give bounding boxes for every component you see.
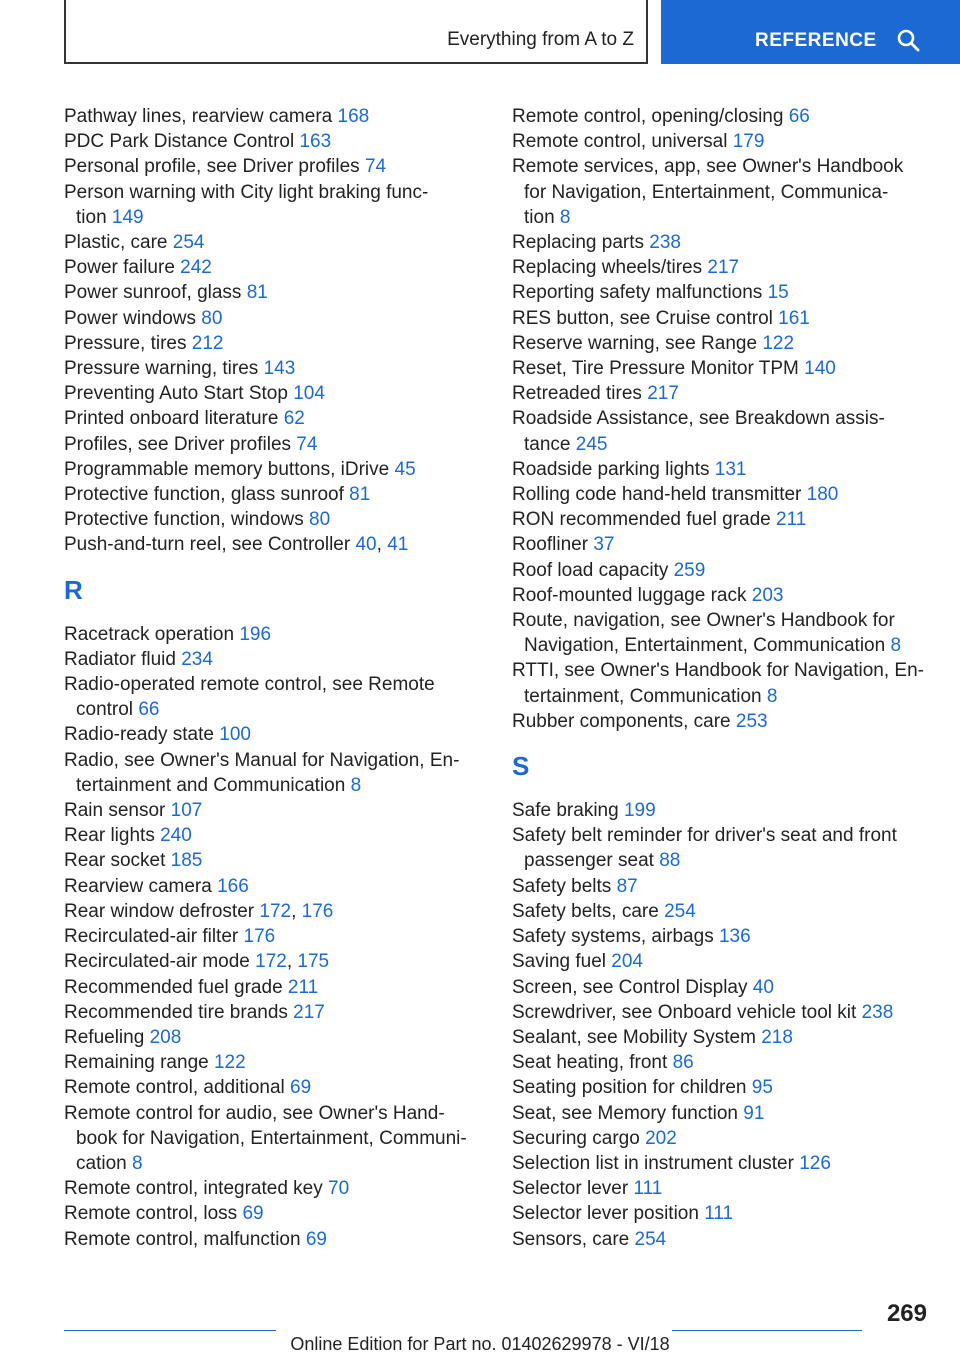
page-ref-link[interactable]: 204 xyxy=(611,951,643,973)
page-ref-link[interactable]: 212 xyxy=(191,332,224,354)
index-entry xyxy=(512,381,942,406)
index-term: Remote control, universal xyxy=(512,131,733,153)
index-term: Profiles, see Driver profiles xyxy=(64,433,297,455)
page-number: 269 xyxy=(886,1300,927,1327)
index-entry xyxy=(512,823,942,873)
index-entry xyxy=(64,924,504,949)
page-ref-link[interactable]: 8 xyxy=(350,774,362,796)
index-entry xyxy=(512,1227,942,1252)
index-entry xyxy=(64,622,504,647)
section-title: Everything from A to Z xyxy=(447,29,634,50)
index-entry xyxy=(512,899,942,924)
page-ref-link[interactable]: 136 xyxy=(718,926,751,948)
index-entry xyxy=(512,975,942,1000)
page-ref-link[interactable]: 8 xyxy=(559,206,571,228)
index-term: Protective function, windows xyxy=(64,509,310,531)
index-entry xyxy=(64,331,504,356)
index-term: Rear window defroster xyxy=(64,900,260,922)
index-term: Pathway lines, rearview camera xyxy=(64,106,338,127)
index-entry xyxy=(512,798,942,823)
index-term: Safe braking xyxy=(512,800,624,822)
page-ref-link[interactable]: 217 xyxy=(707,257,740,279)
page-ref-link[interactable]: 259 xyxy=(673,559,706,581)
index-term: Safety belts, care xyxy=(512,900,665,922)
page-ref-link[interactable]: 100 xyxy=(219,724,251,746)
page-ref-link[interactable]: 175 xyxy=(297,951,330,973)
page-ref-link[interactable]: 74 xyxy=(296,433,318,455)
index-term: Radio-ready state xyxy=(64,724,220,746)
page-ref-link[interactable]: 168 xyxy=(337,106,370,127)
index-entry xyxy=(512,1050,942,1075)
chapter-label: REFERENCE xyxy=(755,30,877,51)
page-ref-link[interactable]: 202 xyxy=(645,1127,677,1149)
page-ref-link[interactable]: 8 xyxy=(766,685,778,707)
index-term: Seat, see Memory function xyxy=(512,1102,744,1124)
index-term: Refueling xyxy=(64,1026,150,1048)
index-entry xyxy=(64,1201,504,1226)
index-term: Recirculated-air filter xyxy=(64,926,244,948)
index-entry xyxy=(64,1050,504,1075)
page-ref-link[interactable]: 62 xyxy=(283,408,305,430)
ref-separator: , xyxy=(291,900,302,922)
index-term: Retreaded tires xyxy=(512,383,648,405)
index-entry xyxy=(512,1126,942,1151)
page-ref-link[interactable]: 140 xyxy=(804,358,836,380)
page-ref-link[interactable]: 245 xyxy=(575,433,608,455)
index-term: Securing cargo xyxy=(512,1127,646,1149)
index-term: Pressure warning, tires xyxy=(64,358,264,380)
page-ref-link[interactable]: 253 xyxy=(735,710,768,732)
index-term: Remote control, additional xyxy=(64,1077,291,1099)
index-term: Remote services, app, see Owner's Handbook for Navigation, Entertainment, Communica- tion xyxy=(512,156,904,228)
page-ref-link[interactable]: 91 xyxy=(743,1102,765,1124)
page-ref-link[interactable]: 122 xyxy=(762,332,795,354)
index-term: Sensors, care xyxy=(512,1228,635,1250)
index-entry xyxy=(512,406,942,456)
page-ref-link[interactable]: 86 xyxy=(672,1052,694,1074)
page-ref-link[interactable]: 41 xyxy=(387,534,409,556)
page-ref-link[interactable]: 66 xyxy=(788,106,810,127)
index-entry xyxy=(64,381,504,406)
index-term: Sealant, see Mobility System xyxy=(512,1026,762,1048)
index-entry xyxy=(64,1075,504,1100)
page-ref-link[interactable]: 70 xyxy=(328,1178,350,1200)
index-entry xyxy=(64,432,504,457)
index-term: RON recommended fuel grade xyxy=(512,509,777,531)
page-ref-link[interactable]: 254 xyxy=(664,900,696,922)
index-term: Replacing parts xyxy=(512,232,650,254)
index-entry xyxy=(512,709,942,734)
index-term: Recommended fuel grade xyxy=(64,976,288,998)
page-ref-link[interactable]: 254 xyxy=(634,1228,667,1250)
index-entry xyxy=(64,975,504,1000)
page-ref-link[interactable]: 80 xyxy=(309,509,331,531)
page-ref-link[interactable]: 185 xyxy=(170,850,203,872)
page-ref-link[interactable]: 199 xyxy=(623,800,656,822)
index-entry xyxy=(64,532,504,557)
page-ref-link[interactable]: 8 xyxy=(131,1152,143,1174)
page-ref-link[interactable]: 45 xyxy=(394,458,416,480)
index-entry xyxy=(64,1227,504,1252)
index-entry xyxy=(64,1101,504,1177)
index-term: Rear lights xyxy=(64,825,161,847)
index-term: Remote control, opening/closing xyxy=(512,106,789,127)
index-entry xyxy=(64,949,504,974)
index-entry xyxy=(512,874,942,899)
index-entry xyxy=(512,924,942,949)
page-ref-link[interactable]: 217 xyxy=(293,1001,325,1023)
page-ref-link[interactable]: 238 xyxy=(649,232,681,254)
page-ref-link[interactable]: 176 xyxy=(243,926,276,948)
page-ref-link[interactable]: 240 xyxy=(160,825,192,847)
index-term: Seat heating, front xyxy=(512,1052,673,1074)
index-term: Selection list in instrument cluster xyxy=(512,1152,800,1174)
index-entry xyxy=(512,583,942,608)
page-ref-link[interactable]: 211 xyxy=(776,509,807,531)
index-term: Saving fuel xyxy=(512,951,612,973)
index-entry xyxy=(512,280,942,305)
index-term: Safety systems, airbags xyxy=(512,926,719,948)
index-term: Reserve warning, see Range xyxy=(512,332,763,354)
index-term: Printed onboard literature xyxy=(64,408,284,430)
index-entry xyxy=(64,1000,504,1025)
page-ref-link[interactable]: 15 xyxy=(767,282,789,304)
index-term: Roofliner xyxy=(512,534,594,556)
index-term: Personal profile, see Driver profiles xyxy=(64,156,365,178)
page-ref-link[interactable]: 238 xyxy=(861,1001,894,1023)
index-entry xyxy=(512,1025,942,1050)
index-entry xyxy=(64,748,504,798)
page-ref-link[interactable]: 74 xyxy=(364,156,387,178)
index-term: Roadside parking lights xyxy=(512,458,715,480)
ref-separator: , xyxy=(376,534,388,556)
page-ref-link[interactable]: 203 xyxy=(751,584,784,606)
page-ref-link[interactable]: 176 xyxy=(301,900,334,922)
index-term: Rain sensor xyxy=(64,800,171,822)
page-ref-link[interactable]: 107 xyxy=(170,800,203,822)
index-entry xyxy=(64,823,504,848)
index-entry xyxy=(512,154,942,230)
index-entry xyxy=(64,672,504,722)
page-ref-link[interactable]: 143 xyxy=(263,358,296,380)
index-entry xyxy=(64,180,504,230)
index-term: Racetrack operation xyxy=(64,623,240,645)
index-term: Screwdriver, see Onboard vehicle tool kit xyxy=(512,1001,862,1023)
index-term: Rolling code hand-held transmitter xyxy=(512,484,807,506)
page-ref-link[interactable]: 163 xyxy=(299,131,332,153)
index-term: Recirculated-air mode xyxy=(64,951,256,973)
index-entry xyxy=(64,848,504,873)
index-entry xyxy=(64,104,504,129)
index-term: Preventing Auto Start Stop xyxy=(64,383,294,405)
index-entry xyxy=(64,899,504,924)
page-ref-link[interactable]: 80 xyxy=(201,307,223,329)
index-term: Selector lever xyxy=(512,1178,634,1200)
page-ref-link[interactable]: 66 xyxy=(138,699,160,721)
index-term: Push-and-turn reel, see Controller xyxy=(64,534,356,556)
header-chapter-tab[interactable] xyxy=(661,0,960,64)
index-term: PDC Park Distance Control xyxy=(64,131,300,153)
index-entry xyxy=(512,457,942,482)
index-term: Roof load capacity xyxy=(512,559,674,581)
index-entry xyxy=(64,129,504,154)
page-ref-link[interactable]: 217 xyxy=(647,383,679,405)
index-term: Safety belt reminder for driver's seat and front passenger seat xyxy=(512,825,897,872)
index-entry xyxy=(512,558,942,583)
index-entry xyxy=(64,457,504,482)
index-term: Screen, see Control Display xyxy=(512,976,753,998)
index-term: Programmable memory buttons, iDrive xyxy=(64,458,395,480)
index-entry xyxy=(64,647,504,672)
index-term: Power sunroof, glass xyxy=(64,282,247,304)
index-entry xyxy=(512,1151,942,1176)
index-term: Plastic, care xyxy=(64,232,173,254)
index-entry xyxy=(512,104,942,129)
page-ref-link[interactable]: 234 xyxy=(181,648,213,670)
index-term: Radio, see Owner's Manual for Navigation, En- tertainment and Communication xyxy=(64,749,460,796)
index-term: RTTI, see Owner's Handbook for Navigation, En- tertainment, Communication xyxy=(512,660,924,707)
page-ref-link[interactable]: 104 xyxy=(293,383,325,405)
index-entry xyxy=(512,331,942,356)
page-ref-link[interactable]: 149 xyxy=(111,206,144,228)
page-ref-link[interactable]: 254 xyxy=(172,232,205,254)
page-ref-link[interactable]: 8 xyxy=(890,635,902,657)
index-term: Route, navigation, see Owner's Handbook for Navigation, Entertainment, Communication xyxy=(512,610,895,657)
index-entry xyxy=(512,1176,942,1201)
index-term: Pressure, tires xyxy=(64,332,192,354)
index-entry xyxy=(64,230,504,255)
index-term: Remote control, loss xyxy=(64,1203,243,1225)
index-term: Power windows xyxy=(64,307,202,329)
index-entry xyxy=(64,507,504,532)
section-letter: R xyxy=(64,574,83,605)
index-term: Recommended tire brands xyxy=(64,1001,294,1023)
index-term: Radio-operated remote control, see Remote control xyxy=(64,674,435,721)
ref-separator: , xyxy=(286,951,298,973)
index-entry xyxy=(64,306,504,331)
index-column-right xyxy=(512,104,942,1252)
page-ref-link[interactable]: 40 xyxy=(752,976,774,998)
page-ref-link[interactable]: 122 xyxy=(213,1052,246,1074)
index-term: Power failure xyxy=(64,257,181,279)
page-ref-link[interactable]: 196 xyxy=(239,623,272,645)
index-entry xyxy=(512,1201,942,1226)
index-entry xyxy=(512,949,942,974)
index-entry xyxy=(64,874,504,899)
index-term: Protective function, glass sunroof xyxy=(64,484,350,506)
page-ref-link[interactable]: 69 xyxy=(305,1228,327,1250)
index-entry xyxy=(512,608,942,658)
index-term: Roof-mounted luggage rack xyxy=(512,584,752,606)
index-entry xyxy=(64,406,504,431)
index-term: Remote control, integrated key xyxy=(64,1178,329,1200)
page-ref-link[interactable]: 208 xyxy=(149,1026,182,1048)
index-entry xyxy=(512,255,942,280)
index-entry xyxy=(512,306,942,331)
page-ref-link[interactable]: 179 xyxy=(732,131,765,153)
page-ref-link[interactable]: 211 xyxy=(287,976,319,998)
page-ref-link[interactable]: 37 xyxy=(593,534,615,556)
page-ref-link[interactable]: 172 xyxy=(259,900,292,922)
index-entry xyxy=(512,1000,942,1025)
index-entry xyxy=(64,722,504,747)
index-entry xyxy=(64,1025,504,1050)
index-term: Radiator fluid xyxy=(64,648,182,670)
index-entry xyxy=(64,482,504,507)
index-entry xyxy=(512,658,942,708)
page-ref-link[interactable]: 87 xyxy=(616,875,638,897)
page-ref-link[interactable]: 242 xyxy=(180,257,212,279)
header-section-box xyxy=(64,0,648,64)
index-entry xyxy=(64,1176,504,1201)
page-ref-link[interactable]: 111 xyxy=(633,1178,663,1200)
index-term: Reset, Tire Pressure Monitor TPM xyxy=(512,358,805,380)
page-ref-link[interactable]: 111 xyxy=(704,1203,734,1225)
index-entry xyxy=(512,129,942,154)
index-term: RES button, see Cruise control xyxy=(512,307,779,329)
index-term: Remaining range xyxy=(64,1052,214,1074)
footer-rule-left xyxy=(64,1330,276,1331)
page-ref-link[interactable]: 81 xyxy=(246,282,268,304)
page-ref-link[interactable]: 218 xyxy=(761,1026,793,1048)
index-term: Replacing wheels/tires xyxy=(512,257,708,279)
page-ref-link[interactable]: 166 xyxy=(217,875,249,897)
index-entry xyxy=(512,1075,942,1100)
index-term: Rear socket xyxy=(64,850,171,872)
index-entry xyxy=(64,154,504,179)
page-ref-link[interactable]: 172 xyxy=(255,951,287,973)
index-entry xyxy=(512,230,942,255)
index-entry xyxy=(512,1101,942,1126)
index-term: Seating position for children xyxy=(512,1077,752,1099)
section-letter: S xyxy=(512,751,530,782)
index-entry xyxy=(512,482,942,507)
index-term: Person warning with City light braking func- tion xyxy=(64,181,429,228)
edition-text: Online Edition for Part no. 01402629978 - VI/18 xyxy=(290,1334,670,1354)
page-ref-link[interactable]: 126 xyxy=(799,1152,831,1174)
page-ref-link[interactable]: 95 xyxy=(751,1077,773,1099)
index-entry xyxy=(64,356,504,381)
page-ref-link[interactable]: 161 xyxy=(778,307,810,329)
search-icon[interactable] xyxy=(896,28,920,52)
index-term: Selector lever position xyxy=(512,1203,705,1225)
page-ref-link[interactable]: 88 xyxy=(659,850,681,872)
page-ref-link[interactable]: 180 xyxy=(806,484,839,506)
index-term: Rubber components, care xyxy=(512,710,736,732)
index-term: Safety belts xyxy=(512,875,617,897)
index-entry xyxy=(512,356,942,381)
page-ref-link[interactable]: 81 xyxy=(349,484,371,506)
index-term: Remote control, malfunction xyxy=(64,1228,306,1250)
page-ref-link[interactable]: 131 xyxy=(714,458,747,480)
page-ref-link[interactable]: 69 xyxy=(290,1077,312,1099)
index-entry xyxy=(64,255,504,280)
index-term: Roadside Assistance, see Breakdown assis- tance xyxy=(512,408,885,455)
index-entry xyxy=(64,280,504,305)
page-ref-link[interactable]: 69 xyxy=(242,1203,264,1225)
index-entry xyxy=(512,532,942,557)
index-entry xyxy=(64,798,504,823)
index-entry xyxy=(512,507,942,532)
page-ref-link[interactable]: 40 xyxy=(355,534,377,556)
index-column-left xyxy=(64,104,504,1252)
index-term: Remote control for audio, see Owner's Hand- book for Navigation, Entertainment, Communi- cation xyxy=(64,1102,467,1174)
footer-rule-right xyxy=(672,1330,862,1331)
index-term: Rearview camera xyxy=(64,875,218,897)
index-term: Reporting safety malfunctions xyxy=(512,282,768,304)
